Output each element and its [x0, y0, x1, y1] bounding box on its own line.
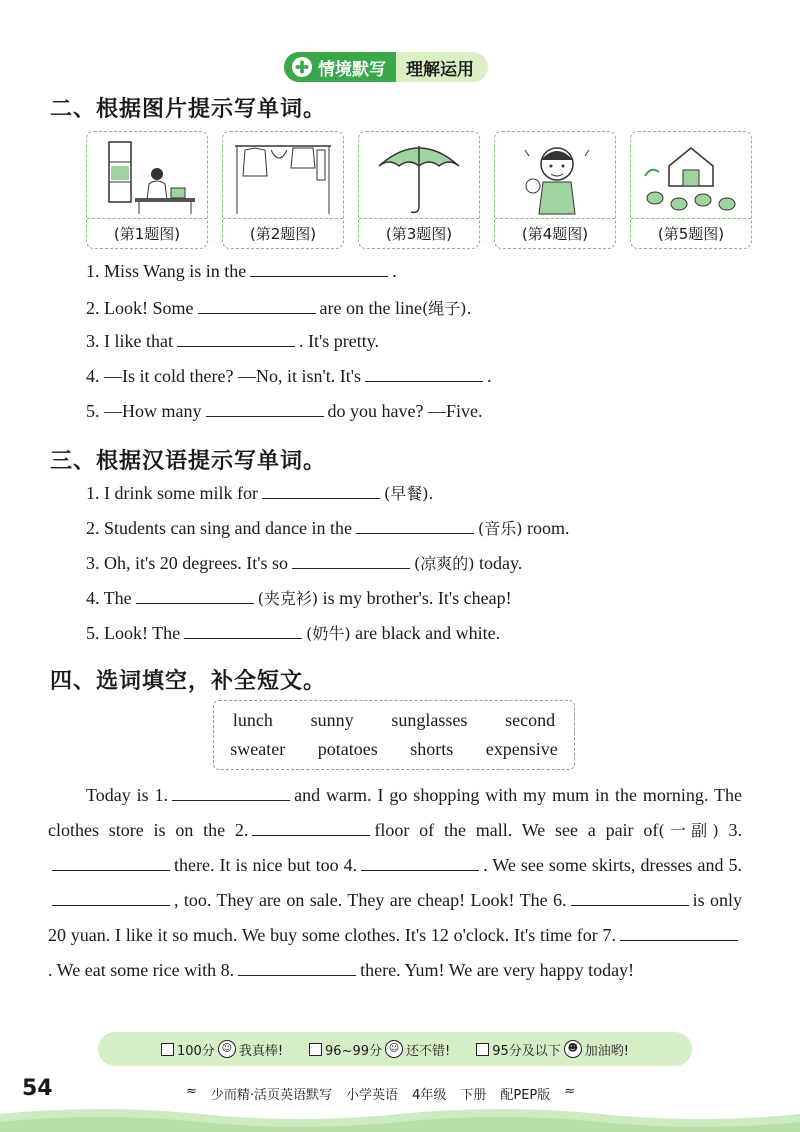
smile-face-icon: ☺	[385, 1040, 403, 1058]
answer-blank[interactable]	[292, 567, 410, 569]
word-option: sweater	[230, 739, 286, 759]
word-option: shorts	[410, 739, 454, 759]
picture-card-3	[358, 131, 480, 249]
word-option: potatoes	[317, 739, 378, 759]
s2-q4: 4. —Is it cold there? —No, it isn't. It's .	[86, 366, 492, 386]
answer-blank[interactable]	[250, 275, 388, 277]
footer-grade: 4年级	[412, 1088, 447, 1103]
score-option-1[interactable]: 100分 ☺ 我真棒!	[161, 1040, 283, 1059]
picture-caption-5: (第5题图)	[631, 218, 751, 247]
wave-icon: ≈	[564, 1084, 576, 1099]
score-option-2[interactable]: 96~99分 ☺ 还不错!	[309, 1040, 450, 1059]
checkbox[interactable]	[476, 1043, 489, 1056]
footer-series: 少而精·活页英语默写	[210, 1088, 333, 1103]
picture-caption-4: (第4题图)	[495, 218, 615, 247]
answer-blank[interactable]	[136, 602, 254, 604]
footer-term: 下册	[460, 1088, 487, 1103]
wave-icon: ≈	[186, 1084, 197, 1099]
picture-card-2	[222, 131, 344, 249]
s2-q5: 5. —How many do you have? —Five.	[86, 401, 483, 421]
footer-subject: 小学英语	[346, 1088, 399, 1103]
clothes-line-icon	[231, 136, 335, 216]
flower-icon	[292, 57, 312, 77]
picture-caption-3: (第3题图)	[359, 218, 479, 247]
answer-blank[interactable]	[52, 904, 170, 906]
picture-caption-1: (第1题图)	[87, 218, 207, 247]
header-tag-label: 情境默写	[318, 59, 386, 80]
answer-blank[interactable]	[361, 869, 479, 871]
answer-blank[interactable]	[177, 345, 295, 347]
picture-caption-2: (第2题图)	[223, 218, 343, 247]
word-option: sunglasses	[391, 710, 468, 730]
s2-q2: 2. Look! Some are on the line(绳子).	[86, 298, 472, 318]
s3-q2: 2. Students can sing and dance in the (音乐) room.	[86, 518, 570, 538]
page-number: 54	[22, 1076, 53, 1101]
checkbox[interactable]	[309, 1043, 322, 1056]
s3-q3: 3. Oh, it's 20 degrees. It's so (凉爽的) today.	[86, 553, 523, 573]
s2-q3: 3. I like that . It's pretty.	[86, 331, 380, 351]
answer-blank[interactable]	[262, 497, 380, 499]
section2-title: 二、根据图片提示写单词。	[50, 97, 327, 122]
picture-card-4	[494, 131, 616, 249]
answer-blank[interactable]	[620, 939, 738, 941]
score-option-3[interactable]: 95分及以下 ☻ 加油哟!	[476, 1040, 629, 1059]
word-option: second	[505, 710, 556, 730]
answer-blank[interactable]	[365, 380, 483, 382]
hot-boy-icon	[503, 136, 607, 216]
farm-chickens-icon	[639, 136, 743, 216]
section4-title: 四、选词填空，补全短文。	[50, 669, 327, 694]
word-option: lunch	[232, 710, 273, 730]
answer-blank[interactable]	[184, 637, 302, 639]
word-bank	[213, 700, 575, 770]
word-bank-row-2	[214, 739, 574, 760]
s3-q5: 5. Look! The (奶牛) are black and white.	[86, 623, 501, 643]
umbrella-icon	[367, 136, 471, 216]
answer-blank[interactable]	[238, 974, 356, 976]
smile-face-icon: ☺	[218, 1040, 236, 1058]
header-tag	[284, 52, 396, 82]
s3-q1: 1. I drink some milk for (早餐).	[86, 483, 434, 503]
answer-blank[interactable]	[252, 834, 370, 836]
answer-blank[interactable]	[571, 904, 689, 906]
answer-blank[interactable]	[198, 312, 316, 314]
checkbox[interactable]	[161, 1043, 174, 1056]
word-option: expensive	[485, 739, 558, 759]
answer-blank[interactable]	[206, 415, 324, 417]
score-bar	[98, 1032, 692, 1066]
s2-q1: 1. Miss Wang is in the .	[86, 261, 397, 281]
word-option: sunny	[310, 710, 354, 730]
footer-wave-decoration	[0, 1100, 800, 1132]
office-icon	[95, 136, 199, 216]
answer-blank[interactable]	[52, 869, 170, 871]
answer-blank[interactable]	[356, 532, 474, 534]
header-subtitle: 理解运用	[396, 52, 488, 82]
picture-card-5	[630, 131, 752, 249]
picture-card-1	[86, 131, 208, 249]
cheer-face-icon: ☻	[564, 1040, 582, 1058]
s3-q4: 4. The (夹克衫) is my brother's. It's cheap!	[86, 588, 512, 608]
section-header	[284, 52, 488, 82]
word-bank-row-1	[214, 710, 574, 731]
passage: Today is 1. and warm. I go shopping with my mum in the morning. The clothes store is on the 2. floor of the mall. We see a pair of(一副) 3.there. It is nice but too 4. . We see some skirts, dresses and 5., too. They are on sale. They are cheap! Look! The 6. is only 20 yuan. I like it so much. We buy some clothes. It's 12 o'clock. It's time for 7.. We eat some rice with 8. there. Yum! We are very happy today!	[48, 785, 743, 980]
picture-cards	[86, 131, 752, 249]
footer-edition: 配PEP版	[500, 1088, 551, 1103]
section3-title: 三、根据汉语提示写单词。	[50, 449, 327, 474]
answer-blank[interactable]	[172, 799, 290, 801]
